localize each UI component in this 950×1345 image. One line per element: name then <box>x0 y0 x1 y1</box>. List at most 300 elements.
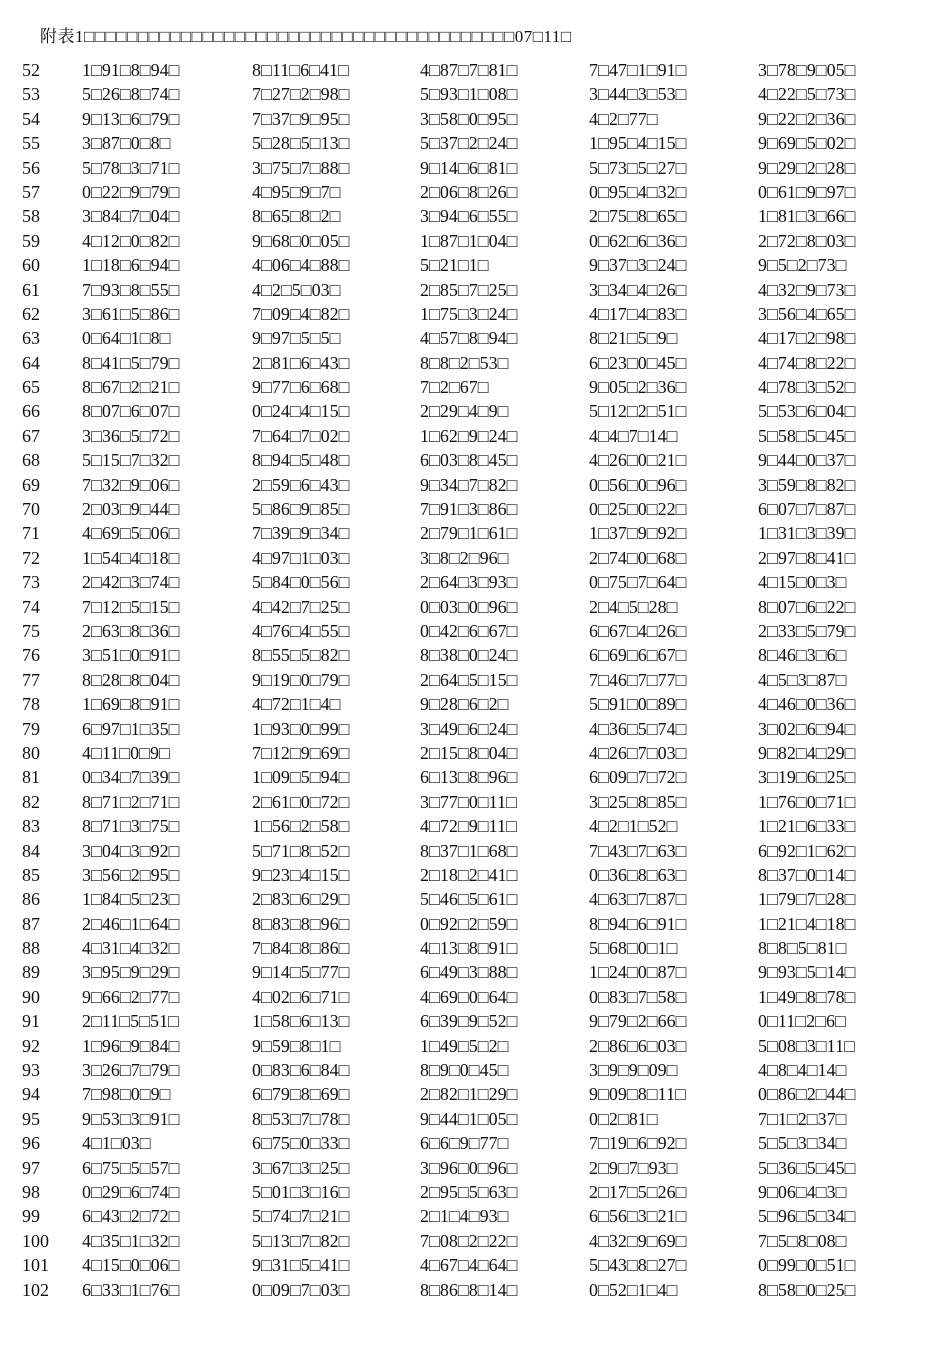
table-row <box>22 887 922 911</box>
table-cell: 7□39□9□34□ <box>252 523 350 544</box>
table-cell: 7□12□9□69□ <box>252 742 350 763</box>
table-cell: 2□61□0□72□ <box>252 791 350 812</box>
row-number: 75 <box>22 620 40 641</box>
table-cell: 3□95□9□29□ <box>82 962 180 983</box>
row-number: 66 <box>22 401 40 422</box>
table-row <box>22 765 922 789</box>
table-cell: 9□93□5□14□ <box>758 962 856 983</box>
table-cell: 7□2□67□ <box>420 377 489 398</box>
table-cell: 7□32□9□06□ <box>82 474 180 495</box>
table-cell: 3□75□7□88□ <box>252 157 350 178</box>
table-cell: 9□23□4□15□ <box>252 864 350 885</box>
row-number: 96 <box>22 1133 40 1154</box>
table-cell: 7□12□5□15□ <box>82 596 180 617</box>
table-row <box>22 1058 922 1082</box>
table-cell: 8□37□0□14□ <box>758 864 856 885</box>
row-number: 74 <box>22 596 40 617</box>
table-row <box>22 229 922 253</box>
table-row <box>22 912 922 936</box>
table-cell: 3□58□0□95□ <box>420 108 518 129</box>
table-cell: 8□86□8□14□ <box>420 1279 518 1300</box>
table-cell: 2□9□7□93□ <box>589 1157 678 1178</box>
table-cell: 8□37□1□68□ <box>420 840 518 861</box>
table-cell: 3□9□9□09□ <box>589 1060 678 1081</box>
table-cell: 3□8□2□96□ <box>420 547 509 568</box>
row-number: 77 <box>22 669 40 690</box>
table-cell: 4□8□4□14□ <box>758 1060 847 1081</box>
table-cell: 0□25□0□22□ <box>589 499 687 520</box>
table-cell: 9□82□4□29□ <box>758 742 856 763</box>
table-row <box>22 814 922 838</box>
table-cell: 4□69□5□06□ <box>82 523 180 544</box>
table-cell: 4□26□7□03□ <box>589 742 687 763</box>
table-row <box>22 790 922 814</box>
table-cell: 2□95□5□63□ <box>420 1181 518 1202</box>
table-cell: 6□23□0□45□ <box>589 352 687 373</box>
table-cell: 1□76□0□71□ <box>758 791 856 812</box>
table-row <box>22 473 922 497</box>
row-number: 68 <box>22 450 40 471</box>
table-cell: 1□58□6□13□ <box>252 1011 350 1032</box>
table-cell: 5□96□5□34□ <box>758 1206 856 1227</box>
table-cell: 6□69□6□67□ <box>589 645 687 666</box>
row-number: 52 <box>22 60 40 80</box>
table-row <box>22 668 922 692</box>
table-cell: 2□18□2□41□ <box>420 864 518 885</box>
table-cell: 6□56□3□21□ <box>589 1206 687 1227</box>
row-number: 85 <box>22 864 40 885</box>
table-cell: 1□95□4□15□ <box>589 133 687 154</box>
table-cell: 7□84□8□86□ <box>252 938 350 959</box>
table-cell: 3□84□7□04□ <box>82 206 180 227</box>
table-cell: 8□07□6□22□ <box>758 596 856 617</box>
table-cell: 3□96□0□96□ <box>420 1157 518 1178</box>
table-cell: 9□29□2□28□ <box>758 157 856 178</box>
table-cell: 6□75□0□33□ <box>252 1133 350 1154</box>
table-row <box>22 302 922 326</box>
table-cell: 4□72□1□4□ <box>252 694 341 715</box>
table-cell: 8□53□7□78□ <box>252 1108 350 1129</box>
table-cell: 2□33□5□79□ <box>758 620 856 641</box>
row-number: 57 <box>22 181 40 202</box>
table-cell: 5□12□2□51□ <box>589 401 687 422</box>
table-cell: 4□42□7□25□ <box>252 596 350 617</box>
row-number: 54 <box>22 108 40 129</box>
table-cell: 8□8□5□81□ <box>758 938 847 959</box>
table-cell: 1□87□1□04□ <box>420 230 518 251</box>
table-cell: 7□43□7□63□ <box>589 840 687 861</box>
table-cell: 1□62□9□24□ <box>420 425 518 446</box>
table-cell: 4□35□1□32□ <box>82 1230 180 1251</box>
table-cell: 7□93□8□55□ <box>82 279 180 300</box>
row-number: 82 <box>22 791 40 812</box>
table-cell: 2□1□4□93□ <box>420 1206 509 1227</box>
table-cell: 5□86□9□85□ <box>252 499 350 520</box>
table-cell: 2□11□5□51□ <box>82 1011 179 1032</box>
row-number: 72 <box>22 547 40 568</box>
table-cell: 4□57□8□94□ <box>420 328 518 349</box>
row-number: 81 <box>22 767 40 788</box>
table-cell: 4□36□5□74□ <box>589 718 687 739</box>
row-number: 80 <box>22 742 40 763</box>
table-cell: 1□49□8□78□ <box>758 986 856 1007</box>
row-number: 59 <box>22 230 40 251</box>
row-number: 89 <box>22 962 40 983</box>
table-row <box>22 521 922 545</box>
table-cell: 4□76□4□55□ <box>252 620 350 641</box>
row-number: 91 <box>22 1011 40 1032</box>
table-cell: 3□87□0□8□ <box>82 133 171 154</box>
table-cell: 5□68□0□1□ <box>589 938 678 959</box>
table-cell: 7□91□3□86□ <box>420 499 518 520</box>
table-cell: 4□97□1□03□ <box>252 547 350 568</box>
table-row <box>22 204 922 228</box>
table-cell: 8□67□2□21□ <box>82 377 180 398</box>
table-cell: 2□85□7□25□ <box>420 279 518 300</box>
table-cell: 0□64□1□8□ <box>82 328 171 349</box>
table-cell: 3□49□6□24□ <box>420 718 518 739</box>
row-number: 100 <box>22 1230 49 1251</box>
table-row <box>22 960 922 984</box>
table-row <box>22 1034 922 1058</box>
table-cell: 6□79□8□69□ <box>252 1084 350 1105</box>
page-header: 附表1□□□□□□□□□□□□□□□□□□□□□□□□□□□□□□□□□□□□□□□□07□11□ <box>40 27 572 46</box>
table-cell: 1□81□3□66□ <box>758 206 856 227</box>
table-cell: 5□71□8□52□ <box>252 840 350 861</box>
table-cell: 3□67□3□25□ <box>252 1157 350 1178</box>
row-number: 53 <box>22 84 40 105</box>
table-cell: 9□14□6□81□ <box>420 157 518 178</box>
table-cell: 0□11□2□6□ <box>758 1011 846 1032</box>
table-cell: 0□95□4□32□ <box>589 181 687 202</box>
table-cell: 5□91□0□89□ <box>589 694 687 715</box>
table-cell: 1□49□5□2□ <box>420 1035 509 1056</box>
table-cell: 4□15□0□3□ <box>758 572 847 593</box>
row-number: 69 <box>22 474 40 495</box>
table-row <box>22 1180 922 1204</box>
table-cell: 7□19□6□92□ <box>589 1133 687 1154</box>
table-cell: 5□5□3□34□ <box>758 1133 847 1154</box>
table-row <box>22 58 922 82</box>
table-cell: 4□87□7□81□ <box>420 60 518 80</box>
table-cell: 4□32□9□69□ <box>589 1230 687 1251</box>
table-row <box>22 1156 922 1180</box>
table-row <box>22 448 922 472</box>
table-cell: 9□77□6□68□ <box>252 377 350 398</box>
table-cell: 9□13□6□79□ <box>82 108 180 129</box>
table-cell: 0□86□2□44□ <box>758 1084 856 1105</box>
table-cell: 0□99□0□51□ <box>758 1255 856 1276</box>
table-cell: 6□49□3□88□ <box>420 962 518 983</box>
table-cell: 1□79□7□28□ <box>758 889 856 910</box>
table-cell: 0□61□9□97□ <box>758 181 856 202</box>
table-cell: 9□44□0□37□ <box>758 450 856 471</box>
table-cell: 2□59□6□43□ <box>252 474 350 495</box>
table-cell: 2□75□8□65□ <box>589 206 687 227</box>
table-cell: 3□04□3□92□ <box>82 840 180 861</box>
table-cell: 9□69□5□02□ <box>758 133 856 154</box>
table-cell: 0□42□6□67□ <box>420 620 518 641</box>
table-cell: 8□94□5□48□ <box>252 450 350 471</box>
table-row <box>22 82 922 106</box>
row-number: 55 <box>22 133 40 154</box>
table-cell: 1□96□9□84□ <box>82 1035 180 1056</box>
row-number: 78 <box>22 694 40 715</box>
table-cell: 8□83□8□96□ <box>252 913 350 934</box>
table-cell: 5□28□5□13□ <box>252 133 350 154</box>
table-cell: 8□21□5□9□ <box>589 328 678 349</box>
table-cell: 8□58□0□25□ <box>758 1279 856 1300</box>
table-row <box>22 1107 922 1131</box>
table-cell: 6□09□7□72□ <box>589 767 687 788</box>
table-cell: 1□54□4□18□ <box>82 547 180 568</box>
table-row <box>22 497 922 521</box>
table-cell: 8□8□2□53□ <box>420 352 509 373</box>
table-cell: 5□01□3□16□ <box>252 1181 350 1202</box>
table-cell: 1□21□6□33□ <box>758 816 856 837</box>
table-cell: 4□95□9□7□ <box>252 181 341 202</box>
table-cell: 3□94□6□55□ <box>420 206 518 227</box>
table-cell: 4□02□6□71□ <box>252 986 350 1007</box>
table-cell: 9□59□8□1□ <box>252 1035 341 1056</box>
table-row <box>22 692 922 716</box>
table-cell: 9□53□3□91□ <box>82 1108 180 1129</box>
table-cell: 0□52□1□4□ <box>589 1279 678 1300</box>
row-number: 84 <box>22 840 40 861</box>
table-cell: 8□55□5□82□ <box>252 645 350 666</box>
table-cell: 2□15□8□04□ <box>420 742 518 763</box>
table-cell: 3□26□7□79□ <box>82 1060 180 1081</box>
table-cell: 4□32□9□73□ <box>758 279 856 300</box>
table-cell: 5□26□8□74□ <box>82 84 180 105</box>
table-row <box>22 595 922 619</box>
row-number: 58 <box>22 206 40 227</box>
table-cell: 3□25□8□85□ <box>589 791 687 812</box>
table-cell: 6□92□1□62□ <box>758 840 856 861</box>
row-number: 94 <box>22 1084 40 1105</box>
table-row <box>22 741 922 765</box>
table-cell: 4□67□4□64□ <box>420 1255 518 1276</box>
table-cell: 2□4□5□28□ <box>589 596 678 617</box>
table-cell: 2□74□0□68□ <box>589 547 687 568</box>
table-cell: 8□11□6□41□ <box>252 60 349 80</box>
table-cell: 2□42□3□74□ <box>82 572 180 593</box>
table-cell: 7□98□0□9□ <box>82 1084 171 1105</box>
table-cell: 2□72□8□03□ <box>758 230 856 251</box>
table-cell: 9□97□5□5□ <box>252 328 341 349</box>
table-cell: 1□31□3□39□ <box>758 523 856 544</box>
table-cell: 3□44□3□53□ <box>589 84 687 105</box>
table-cell: 0□92□2□59□ <box>420 913 518 934</box>
table-cell: 6□75□5□57□ <box>82 1157 180 1178</box>
table-cell: 9□68□0□05□ <box>252 230 350 251</box>
table-cell: 6□03□8□45□ <box>420 450 518 471</box>
table-cell: 5□43□8□27□ <box>589 1255 687 1276</box>
table-cell: 4□31□4□32□ <box>82 938 180 959</box>
table-cell: 5□36□5□45□ <box>758 1157 856 1178</box>
table-cell: 1□84□5□23□ <box>82 889 180 910</box>
table-cell: 4□1□03□ <box>82 1133 151 1154</box>
row-number: 102 <box>22 1279 49 1300</box>
table-cell: 6□13□8□96□ <box>420 767 518 788</box>
table-row <box>22 1253 922 1277</box>
table-cell: 5□13□7□82□ <box>252 1230 350 1251</box>
table-cell: 4□63□7□87□ <box>589 889 687 910</box>
table-row <box>22 131 922 155</box>
table-cell: 7□1□2□37□ <box>758 1108 847 1129</box>
table-row <box>22 424 922 448</box>
table-cell: 6□43□2□72□ <box>82 1206 180 1227</box>
table-cell: 0□83□7□58□ <box>589 986 687 1007</box>
table-cell: 0□2□81□ <box>589 1108 658 1129</box>
table-cell: 0□24□4□15□ <box>252 401 350 422</box>
row-number: 76 <box>22 645 40 666</box>
table-cell: 9□19□0□79□ <box>252 669 350 690</box>
table-cell: 8□9□0□45□ <box>420 1060 509 1081</box>
table-cell: 5□74□7□21□ <box>252 1206 350 1227</box>
table-cell: 3□36□5□72□ <box>82 425 180 446</box>
table-cell: 8□28□8□04□ <box>82 669 180 690</box>
table-cell: 5□15□7□32□ <box>82 450 180 471</box>
table-cell: 1□09□5□94□ <box>252 767 350 788</box>
table-cell: 3□56□2□95□ <box>82 864 180 885</box>
table-cell: 2□63□8□36□ <box>82 620 180 641</box>
table-cell: 4□11□0□9□ <box>82 742 170 763</box>
table-cell: 4□72□9□11□ <box>420 816 517 837</box>
table-cell: 7□27□2□98□ <box>252 84 350 105</box>
table-cell: 0□29□6□74□ <box>82 1181 180 1202</box>
table-cell: 0□75□7□64□ <box>589 572 687 593</box>
table-cell: 3□19□6□25□ <box>758 767 856 788</box>
table-cell: 0□22□9□79□ <box>82 181 180 202</box>
row-number: 64 <box>22 352 40 373</box>
table-cell: 5□58□5□45□ <box>758 425 856 446</box>
table-cell: 2□83□6□29□ <box>252 889 350 910</box>
table-cell: 5□37□2□24□ <box>420 133 518 154</box>
table-cell: 2□82□1□29□ <box>420 1084 518 1105</box>
table-cell: 2□46□1□64□ <box>82 913 180 934</box>
table-cell: 1□91□8□94□ <box>82 60 180 80</box>
table-cell: 1□56□2□58□ <box>252 816 350 837</box>
table-row <box>22 717 922 741</box>
table-cell: 0□56□0□96□ <box>589 474 687 495</box>
table-cell: 5□73□5□27□ <box>589 157 687 178</box>
row-number: 79 <box>22 718 40 739</box>
row-number: 92 <box>22 1035 40 1056</box>
table-cell: 9□37□3□24□ <box>589 255 687 276</box>
table-cell: 5□53□6□04□ <box>758 401 856 422</box>
table-cell: 8□65□8□2□ <box>252 206 341 227</box>
table-cell: 8□94□6□91□ <box>589 913 687 934</box>
table-cell: 5□84□0□56□ <box>252 572 350 593</box>
table-cell: 4□06□4□88□ <box>252 255 350 276</box>
table-cell: 3□59□8□82□ <box>758 474 856 495</box>
row-number: 86 <box>22 889 40 910</box>
table-cell: 6□67□4□26□ <box>589 620 687 641</box>
table-row <box>22 936 922 960</box>
table-cell: 1□75□3□24□ <box>420 303 518 324</box>
table-cell: 6□07□7□87□ <box>758 499 856 520</box>
table-cell: 0□62□6□36□ <box>589 230 687 251</box>
table-cell: 5□93□1□08□ <box>420 84 518 105</box>
table-row <box>22 375 922 399</box>
table-cell: 4□17□2□98□ <box>758 328 856 349</box>
table-cell: 4□2□5□03□ <box>252 279 341 300</box>
row-number: 73 <box>22 572 40 593</box>
table-cell: 1□69□8□91□ <box>82 694 180 715</box>
table-cell: 4□69□0□64□ <box>420 986 518 1007</box>
row-number: 67 <box>22 425 40 446</box>
row-number: 99 <box>22 1206 40 1227</box>
table-cell: 6□6□9□77□ <box>420 1133 509 1154</box>
row-number: 71 <box>22 523 40 544</box>
table-cell: 9□79□2□66□ <box>589 1011 687 1032</box>
table-row <box>22 1131 922 1155</box>
table-cell: 5□08□3□11□ <box>758 1035 855 1056</box>
table-cell: 1□18□6□94□ <box>82 255 180 276</box>
table-cell: 9□31□5□41□ <box>252 1255 350 1276</box>
table-cell: 9□14□5□77□ <box>252 962 350 983</box>
row-number: 62 <box>22 303 40 324</box>
table-row <box>22 1082 922 1106</box>
row-number: 98 <box>22 1181 40 1202</box>
table-cell: 4□13□8□91□ <box>420 938 518 959</box>
table-cell: 0□34□7□39□ <box>82 767 180 788</box>
table-row <box>22 253 922 277</box>
table-row <box>22 107 922 131</box>
table-cell: 4□12□0□82□ <box>82 230 180 251</box>
table-cell: 2□06□8□26□ <box>420 181 518 202</box>
table-row <box>22 863 922 887</box>
table-cell: 5□78□3□71□ <box>82 157 180 178</box>
table-cell: 3□56□4□65□ <box>758 303 856 324</box>
table-row <box>22 619 922 643</box>
row-number: 56 <box>22 157 40 178</box>
row-number: 60 <box>22 255 40 276</box>
table-cell: 8□41□5□79□ <box>82 352 180 373</box>
table-row <box>22 985 922 1009</box>
table-cell: 0□36□8□63□ <box>589 864 687 885</box>
row-number: 93 <box>22 1060 40 1081</box>
row-number: 101 <box>22 1255 49 1276</box>
table-cell: 4□15□0□06□ <box>82 1255 180 1276</box>
row-number: 95 <box>22 1108 40 1129</box>
table-row <box>22 351 922 375</box>
table-cell: 5□46□5□61□ <box>420 889 518 910</box>
table-cell: 8□71□3□75□ <box>82 816 180 837</box>
table-row <box>22 326 922 350</box>
table-cell: 4□74□8□22□ <box>758 352 856 373</box>
table-cell: 4□5□3□87□ <box>758 669 847 690</box>
table-row <box>22 1278 922 1302</box>
table-row <box>22 570 922 594</box>
row-number: 97 <box>22 1157 40 1178</box>
table-cell: 5□21□1□ <box>420 255 489 276</box>
row-number: 87 <box>22 913 40 934</box>
table-cell: 4□2□1□52□ <box>589 816 678 837</box>
table-cell: 9□28□6□2□ <box>420 694 509 715</box>
row-number: 70 <box>22 499 40 520</box>
table-cell: 4□22□5□73□ <box>758 84 856 105</box>
table-cell: 4□4□7□14□ <box>589 425 678 446</box>
table-cell: 6□97□1□35□ <box>82 718 180 739</box>
table-cell: 2□86□6□03□ <box>589 1035 687 1056</box>
table-cell: 9□66□2□77□ <box>82 986 180 1007</box>
table-cell: 0□83□6□84□ <box>252 1060 350 1081</box>
table-row <box>22 1229 922 1253</box>
table-cell: 9□22□2□36□ <box>758 108 856 129</box>
table-cell: 7□47□1□91□ <box>589 60 687 80</box>
